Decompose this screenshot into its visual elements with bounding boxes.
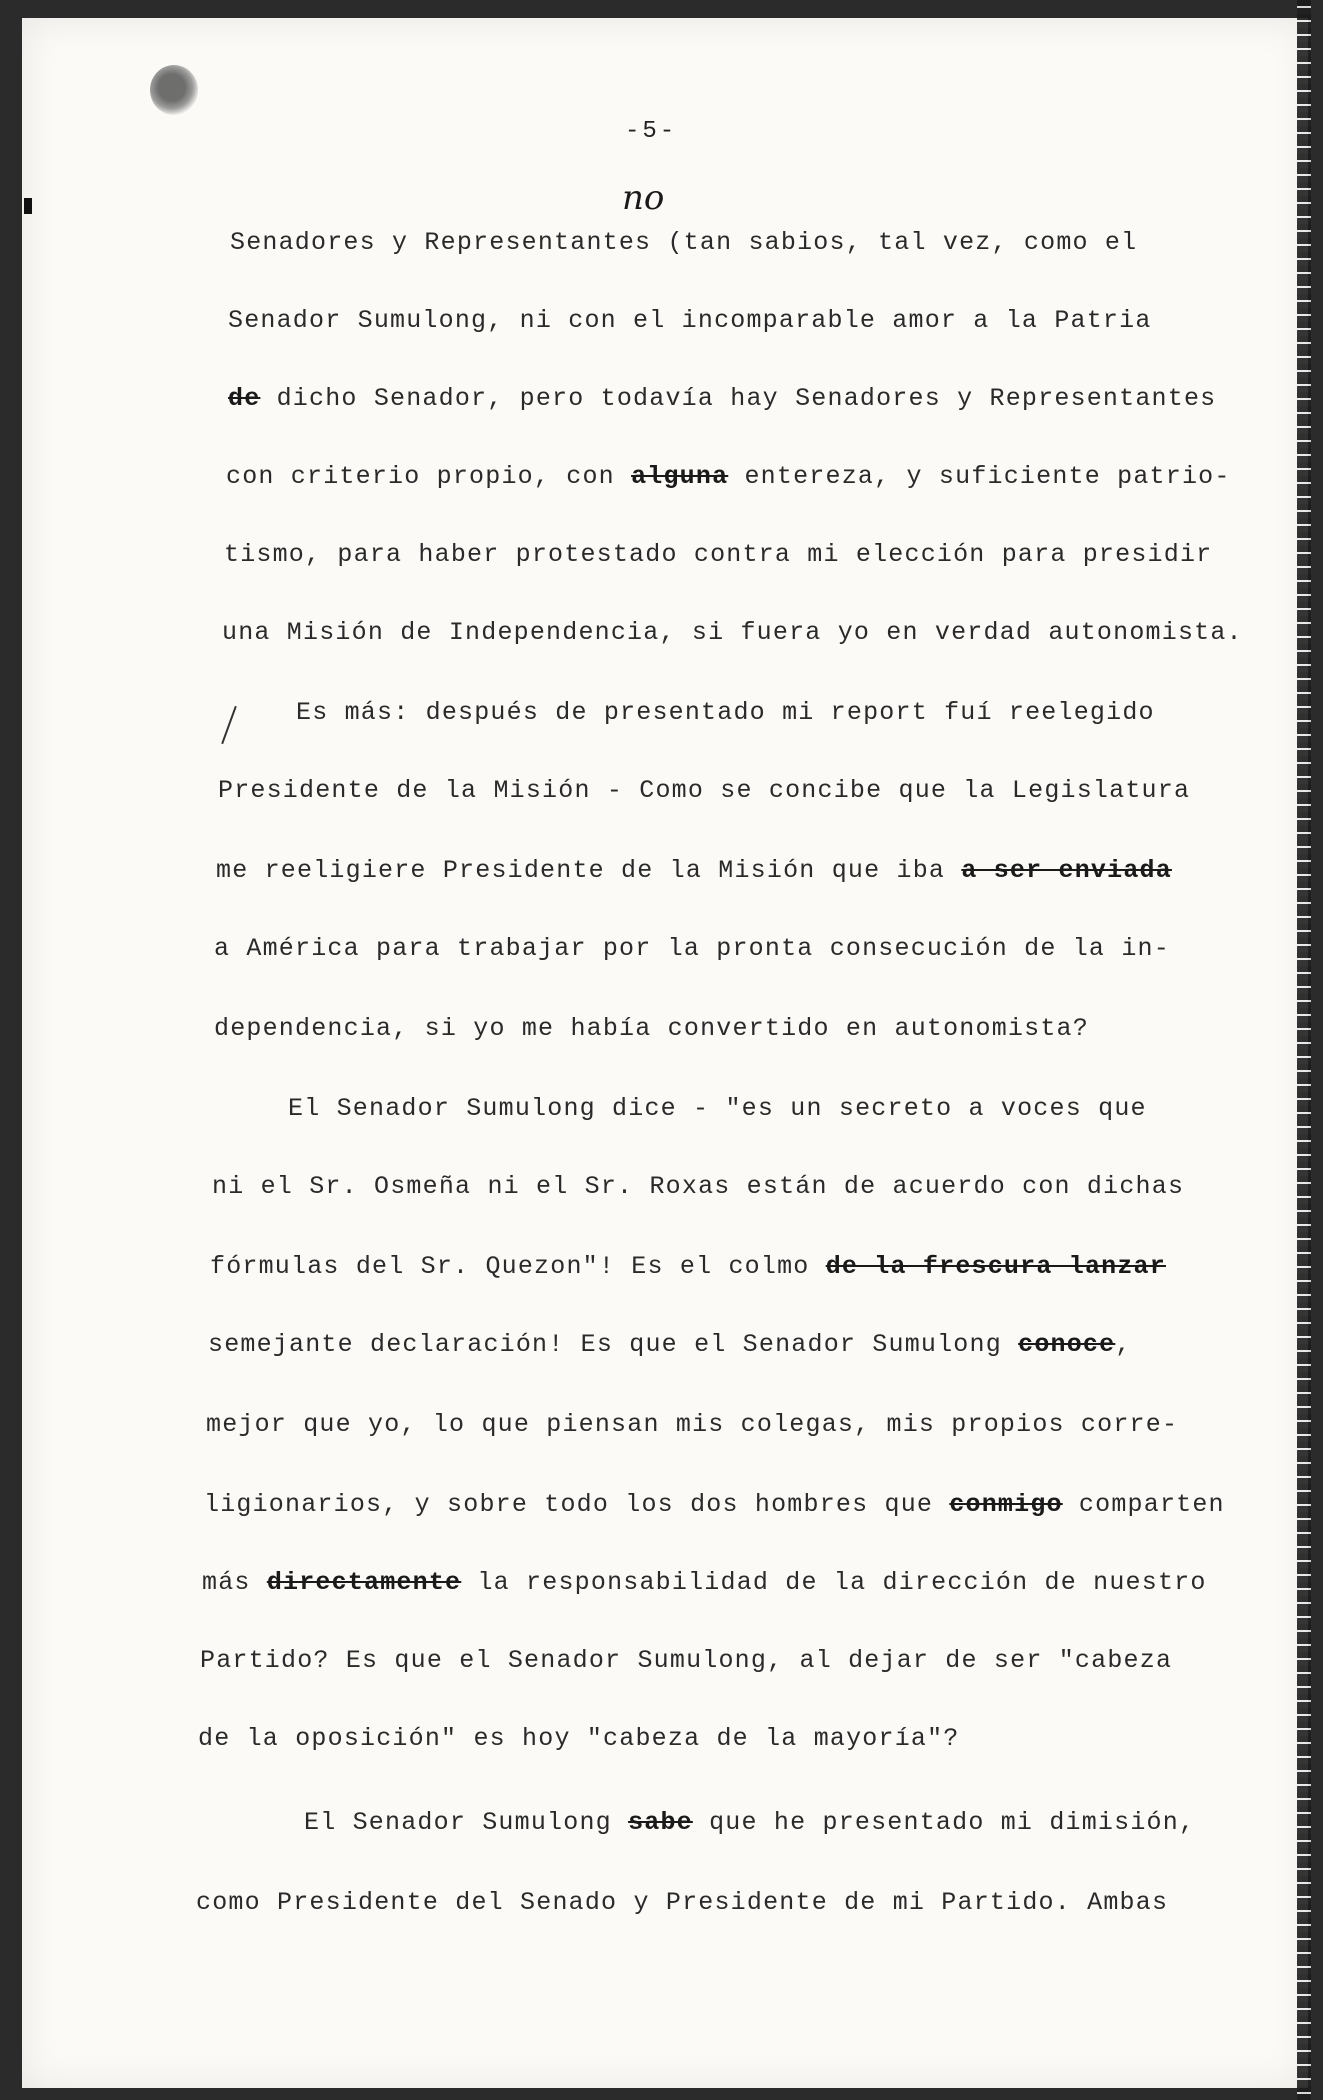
struck-text: a ser enviada xyxy=(961,856,1172,885)
struck-text: conmigo xyxy=(949,1490,1063,1519)
margin-mark xyxy=(24,198,32,214)
text-line: fórmulas del Sr. Quezon"! Es el colmo de la frescura lanzar xyxy=(210,1252,1166,1281)
text-line: a América para trabajar por la pronta consecución de la in- xyxy=(214,934,1170,963)
text-line: de dicho Senador, pero todavía hay Senadores y Representantes xyxy=(228,384,1217,413)
text-line: tismo, para haber protestado contra mi elección para presidir xyxy=(224,540,1213,569)
text-line: El Senador Sumulong sabe que he presentado mi dimisión, xyxy=(304,1808,1196,1837)
text-line: Presidente de la Misión - Como se concibe que la Legislatura xyxy=(218,776,1191,805)
text-line: Es más: después de presentado mi report fuí reelegido xyxy=(296,698,1155,727)
text-line: Partido? Es que el Senador Sumulong, al dejar de ser "cabeza xyxy=(200,1646,1173,1675)
text-line: mejor que yo, lo que piensan mis colegas, mis propios corre- xyxy=(206,1410,1179,1439)
text-line: de la oposición" es hoy "cabeza de la mayoría"? xyxy=(198,1724,960,1753)
struck-text: directamente xyxy=(266,1568,462,1597)
struck-text: conoce xyxy=(1018,1330,1116,1359)
text-line: una Misión de Independencia, si fuera yo en verdad autonomista. xyxy=(222,618,1243,647)
struck-text: alguna xyxy=(631,462,729,491)
ink-smudge xyxy=(150,65,198,115)
text-line: ligionarios, y sobre todo los dos hombres que conmigo comparten xyxy=(204,1490,1225,1519)
page-number: -5- xyxy=(625,118,678,145)
text-line: como Presidente del Senado y Presidente de mi Partido. Ambas xyxy=(196,1888,1169,1917)
struck-text: de la frescura lanzar xyxy=(825,1252,1166,1281)
text-line: con criterio propio, con alguna entereza, y suficiente patrio- xyxy=(226,462,1231,491)
text-line: ni el Sr. Osmeña ni el Sr. Roxas están de acuerdo con dichas xyxy=(212,1172,1185,1201)
text-line: semejante declaración! Es que el Senador Sumulong conoce, xyxy=(208,1330,1132,1359)
text-line: me reeligiere Presidente de la Misión que iba a ser enviada xyxy=(216,856,1172,885)
text-line: Senadores y Representantes (tan sabios, tal vez, como el xyxy=(230,228,1138,257)
struck-text: de xyxy=(228,384,261,413)
text-line: El Senador Sumulong dice - "es un secreto a voces que xyxy=(288,1094,1147,1123)
handwritten-insertion: no xyxy=(622,178,665,218)
text-line: Senador Sumulong, ni con el incomparable amor a la Patria xyxy=(228,306,1152,335)
page-edge-scan-artifact xyxy=(1297,0,1311,2100)
text-line: dependencia, si yo me había convertido en autonomista? xyxy=(214,1014,1089,1043)
struck-text: sabe xyxy=(628,1808,693,1837)
text-line: más directamente la responsabilidad de la dirección de nuestro xyxy=(202,1568,1207,1597)
